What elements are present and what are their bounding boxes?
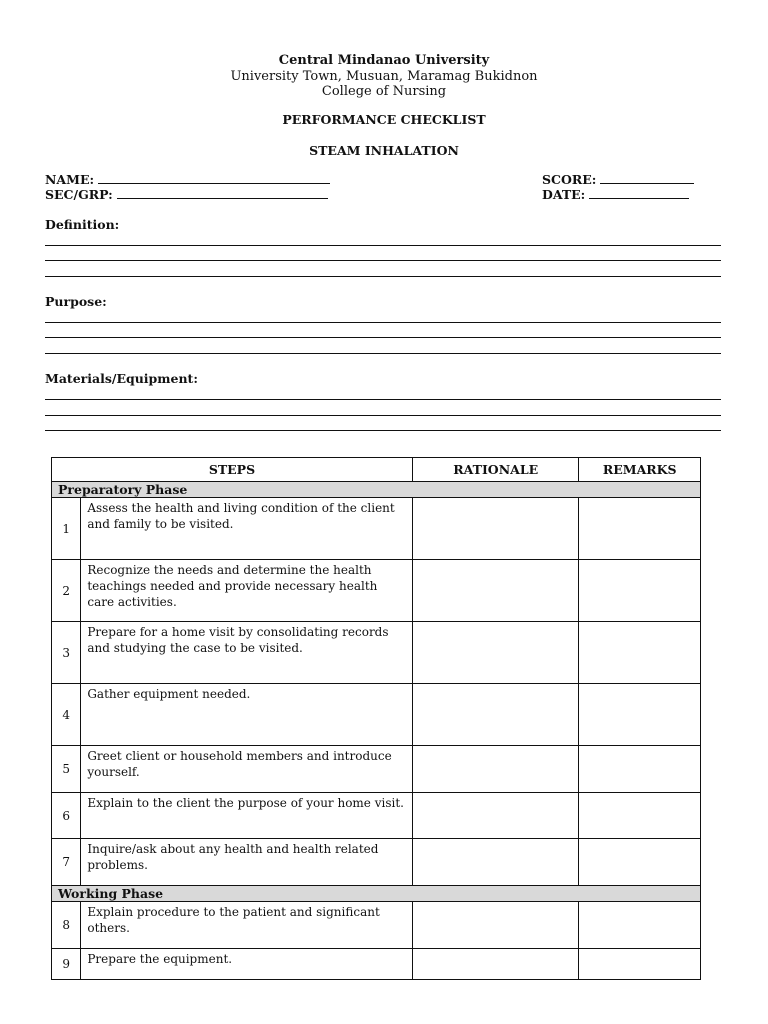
date-blank[interactable] <box>589 187 689 199</box>
date-field[interactable] <box>542 187 689 202</box>
step-text: Explain procedure to the patient and significant others. <box>81 902 413 949</box>
step-number: 5 <box>52 746 81 793</box>
step-number: 7 <box>52 839 81 886</box>
step-number: 8 <box>52 902 81 949</box>
college-name: College of Nursing <box>321 84 447 99</box>
remarks-cell[interactable] <box>579 839 701 886</box>
materials-line[interactable] <box>45 399 721 400</box>
table-row <box>52 498 701 560</box>
purpose-line[interactable] <box>45 353 721 354</box>
materials-label: Materials/Equipment: <box>45 371 198 386</box>
remarks-cell[interactable] <box>579 746 701 793</box>
remarks-cell[interactable] <box>579 622 701 684</box>
score-label: SCORE: <box>542 172 597 187</box>
phase-row-preparatory <box>52 482 701 498</box>
remarks-cell[interactable] <box>579 498 701 560</box>
step-number: 9 <box>52 949 81 980</box>
rationale-cell[interactable] <box>412 793 578 839</box>
purpose-label: Purpose: <box>45 294 107 309</box>
phase-label: Preparatory Phase <box>52 482 701 498</box>
remarks-cell[interactable] <box>579 684 701 746</box>
step-number: 6 <box>52 793 81 839</box>
phase-label: Working Phase <box>52 886 701 902</box>
remarks-cell[interactable] <box>579 560 701 622</box>
rationale-cell[interactable] <box>412 902 578 949</box>
name-blank[interactable] <box>98 172 330 184</box>
remarks-cell[interactable] <box>579 902 701 949</box>
table-row <box>52 902 701 949</box>
table-row <box>52 622 701 684</box>
step-text: Gather equipment needed. <box>81 684 413 746</box>
step-text: Greet client or household members and introduce yourself. <box>81 746 413 793</box>
rationale-header: RATIONALE <box>412 458 578 482</box>
university-address: University Town, Musuan, Maramag Bukidnon <box>230 69 538 84</box>
secgrp-field[interactable] <box>45 187 328 202</box>
definition-line[interactable] <box>45 245 721 246</box>
rationale-cell[interactable] <box>412 839 578 886</box>
rationale-cell[interactable] <box>412 746 578 793</box>
table-row <box>52 684 701 746</box>
name-field[interactable] <box>45 172 330 187</box>
document-subtitle: STEAM INHALATION <box>309 143 459 158</box>
step-text: Assess the health and living condition of the client and family to be visited. <box>81 498 413 560</box>
document-title: PERFORMANCE CHECKLIST <box>282 112 486 127</box>
materials-line[interactable] <box>45 415 721 416</box>
rationale-cell[interactable] <box>412 949 578 980</box>
date-label: DATE: <box>542 187 586 202</box>
remarks-header: REMARKS <box>579 458 701 482</box>
materials-line[interactable] <box>45 430 721 431</box>
university-name: Central Mindanao University <box>278 53 490 68</box>
checklist-table <box>51 457 701 980</box>
step-text: Inquire/ask about any health and health related problems. <box>81 839 413 886</box>
table-row <box>52 949 701 980</box>
remarks-cell[interactable] <box>579 949 701 980</box>
rationale-cell[interactable] <box>412 684 578 746</box>
definition-label: Definition: <box>45 217 120 232</box>
table-row <box>52 560 701 622</box>
definition-line[interactable] <box>45 276 721 277</box>
score-blank[interactable] <box>600 172 694 184</box>
steps-header: STEPS <box>52 458 413 482</box>
step-text: Prepare the equipment. <box>81 949 413 980</box>
table-header-row <box>52 458 701 482</box>
table-row <box>52 839 701 886</box>
step-text: Recognize the needs and determine the health teachings needed and provide necessary health care activities. <box>81 560 413 622</box>
remarks-cell[interactable] <box>579 793 701 839</box>
step-number: 4 <box>52 684 81 746</box>
step-number: 3 <box>52 622 81 684</box>
step-number: 1 <box>52 498 81 560</box>
phase-row-working <box>52 886 701 902</box>
score-field[interactable] <box>542 172 694 187</box>
rationale-cell[interactable] <box>412 622 578 684</box>
purpose-line[interactable] <box>45 322 721 323</box>
rationale-cell[interactable] <box>412 498 578 560</box>
definition-line[interactable] <box>45 260 721 261</box>
step-text: Prepare for a home visit by consolidating records and studying the case to be visited. <box>81 622 413 684</box>
rationale-cell[interactable] <box>412 560 578 622</box>
table-row <box>52 793 701 839</box>
table-row <box>52 746 701 793</box>
name-label: NAME: <box>45 172 95 187</box>
step-text: Explain to the client the purpose of your home visit. <box>81 793 413 839</box>
secgrp-label: SEC/GRP: <box>45 187 113 202</box>
step-number: 2 <box>52 560 81 622</box>
purpose-line[interactable] <box>45 337 721 338</box>
secgrp-blank[interactable] <box>117 187 328 199</box>
